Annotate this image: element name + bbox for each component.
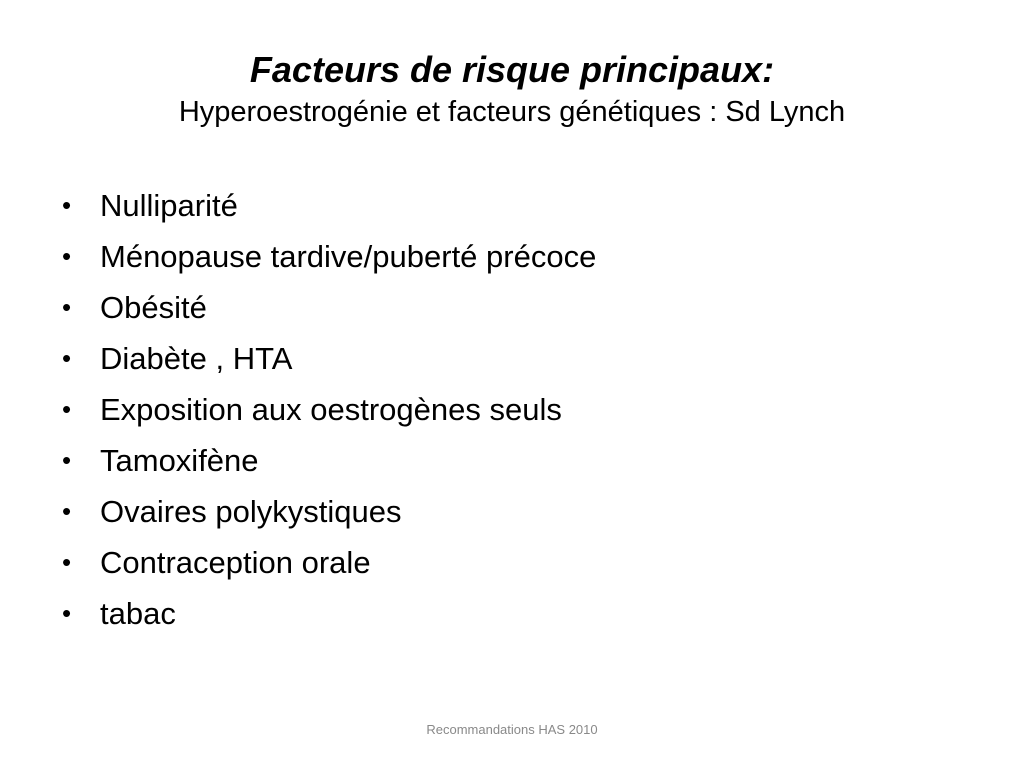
list-item <box>62 231 596 282</box>
bullet-list <box>62 180 596 639</box>
slide-title: Facteurs de risque principaux: <box>249 49 775 90</box>
list-item-text: tabac <box>100 596 176 631</box>
bullet-icon: • <box>62 394 72 424</box>
bullet-icon: • <box>62 547 72 577</box>
list-item <box>62 282 596 333</box>
list-item <box>62 333 596 384</box>
list-item-text: Tamoxifène <box>100 443 259 478</box>
bullet-icon: • <box>62 496 72 526</box>
list-item-text: Diabète , HTA <box>100 341 293 376</box>
list-item-text: Nulliparité <box>100 188 238 223</box>
bullet-icon: • <box>62 292 72 322</box>
list-item <box>62 537 596 588</box>
slide-footer: Recommandations HAS 2010 <box>426 722 598 737</box>
list-item <box>62 486 596 537</box>
bullet-icon: • <box>62 343 72 373</box>
list-item <box>62 588 596 639</box>
list-item-text: Ménopause tardive/puberté précoce <box>100 239 597 274</box>
list-item-text: Ovaires polykystiques <box>100 494 402 529</box>
title-block <box>0 48 1024 132</box>
list-item <box>62 180 596 231</box>
bullet-icon: • <box>62 241 72 271</box>
list-item-text: Exposition aux oestrogènes seuls <box>100 392 562 427</box>
bullet-icon: • <box>62 445 72 475</box>
list-item-text: Obésité <box>100 290 207 325</box>
list-item <box>62 435 596 486</box>
slide-subtitle: Hyperoestrogénie et facteurs génétiques : Sd Lynch <box>178 96 846 128</box>
list-item-text: Contraception orale <box>100 545 371 580</box>
bullet-icon: • <box>62 190 72 220</box>
bullet-icon: • <box>62 598 72 628</box>
list-item <box>62 384 596 435</box>
